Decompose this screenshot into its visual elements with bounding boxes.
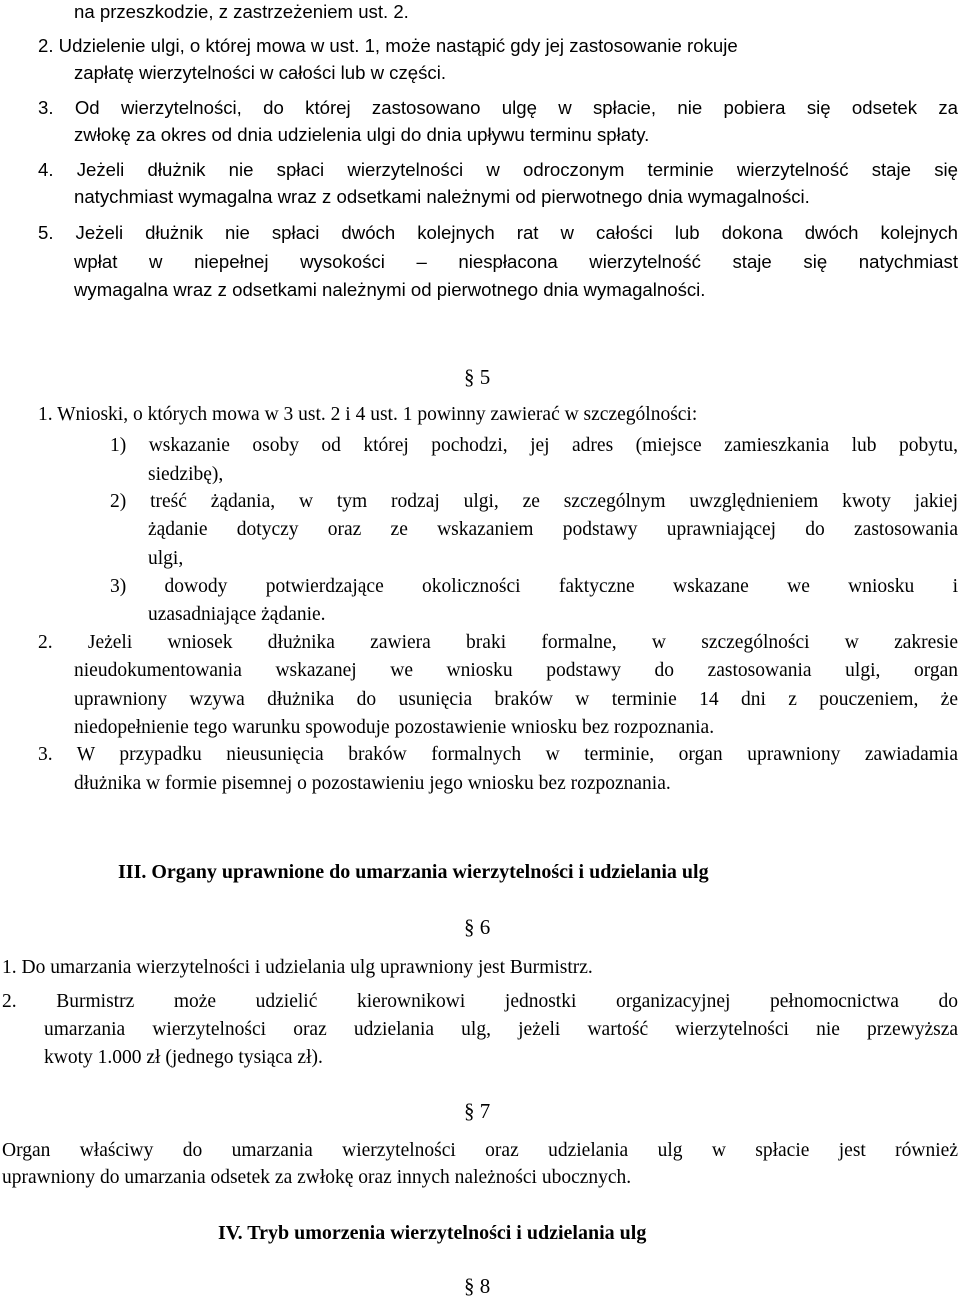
paragraph-line: 2. Jeżeli wniosek dłużnika zawiera braki formalne, w szczególności w zakresie: [38, 632, 958, 653]
paragraph-line: dłużnika w formie pisemnej o pozostawieniu jego wniosku bez rozpoznania.: [74, 773, 671, 794]
list-item: uzasadniające żądanie.: [148, 604, 326, 625]
paragraph-line: uprawniony do umarzania odsetek za zwłokę oraz innych należności ubocznych.: [2, 1167, 632, 1188]
paragraph-line: 4. Jeżeli dłużnik nie spłaci wierzytelności w odroczonym terminie wierzytelność staje się: [38, 159, 958, 180]
list-item: żądanie dotyczy oraz ze wskazaniem podstawy uprawniającej do zastosowania: [148, 519, 958, 540]
chapter-title: IV. Tryb umorzenia wierzytelności i udzielania ulg: [218, 1222, 647, 1244]
paragraph-line: kwoty 1.000 zł (jednego tysiąca zł).: [44, 1047, 323, 1068]
paragraph-line: natychmiast wymagalna wraz z odsetkami należnymi od pierwotnego dnia wymagalności.: [74, 186, 810, 207]
section-heading: § 7: [464, 1099, 491, 1123]
section-heading: § 6: [464, 915, 491, 939]
paragraph-line: zwłokę za okres od dnia udzielenia ulgi do dnia upływu terminu spłaty.: [74, 124, 650, 145]
paragraph-line: 2. Udzielenie ulgi, o której mowa w ust. 1, może nastąpić gdy jej zastosowanie rokuje: [38, 35, 738, 56]
list-item: 3) dowody potwierdzające okoliczności faktyczne wskazane we wniosku i: [110, 576, 958, 597]
paragraph-line: uprawniony wzywa dłużnika do usunięcia braków w terminie 14 dni z pouczeniem, że: [74, 689, 958, 710]
list-item: siedzibę),: [148, 464, 224, 485]
paragraph-line: Organ właściwy do umarzania wierzytelności oraz udzielania ulg w spłacie jest również: [2, 1140, 958, 1161]
paragraph-line: nieudokumentowania wskazanej we wniosku podstawy do zastosowania ulgi, organ: [74, 660, 958, 681]
paragraph-line: 5. Jeżeli dłużnik nie spłaci dwóch kolejnych rat w całości lub dokona dwóch kolejnych: [38, 222, 958, 243]
section-heading: § 5: [464, 365, 491, 389]
paragraph-line: 3. Od wierzytelności, do której zastosowano ulgę w spłacie, nie pobiera się odsetek za: [38, 97, 958, 118]
paragraph-line: na przeszkodzie, z zastrzeżeniem ust. 2.: [74, 1, 409, 22]
list-item: 2) treść żądania, w tym rodzaj ulgi, ze szczególnym uwzględnieniem kwoty jakiej: [110, 491, 958, 512]
list-item: ulgi,: [148, 548, 184, 569]
paragraph-line: 1. Do umarzania wierzytelności i udzielania ulg uprawniony jest Burmistrz.: [2, 957, 593, 978]
paragraph-line: niedopełnienie tego warunku spowoduje pozostawienie wniosku bez rozpoznania.: [74, 717, 715, 738]
list-item: 1) wskazanie osoby od której pochodzi, jej adres (miejsce zamieszkania lub pobytu,: [110, 435, 958, 456]
paragraph-line: 1. Wnioski, o których mowa w 3 ust. 2 i 4 ust. 1 powinny zawierać w szczególności:: [38, 404, 698, 425]
paragraph-line: wpłat w niepełnej wysokości – niespłacona wierzytelność staje się natychmiast: [74, 251, 958, 272]
section-heading: § 8: [464, 1274, 491, 1298]
paragraph-line: wymagalna wraz z odsetkami należnymi od pierwotnego dnia wymagalności.: [74, 279, 706, 300]
chapter-title: III. Organy uprawnione do umarzania wierzytelności i udzielania ulg: [118, 861, 709, 883]
paragraph-line: 3. W przypadku nieusunięcia braków formalnych w terminie, organ uprawniony zawiadamia: [38, 744, 958, 765]
paragraph-line: umarzania wierzytelności oraz udzielania ulg, jeżeli wartość wierzytelności nie przewyższa: [44, 1019, 958, 1040]
paragraph-line: 2. Burmistrz może udzielić kierownikowi jednostki organizacyjnej pełnomocnictwa do: [2, 991, 958, 1012]
paragraph-line: zapłatę wierzytelności w całości lub w części.: [74, 62, 447, 83]
